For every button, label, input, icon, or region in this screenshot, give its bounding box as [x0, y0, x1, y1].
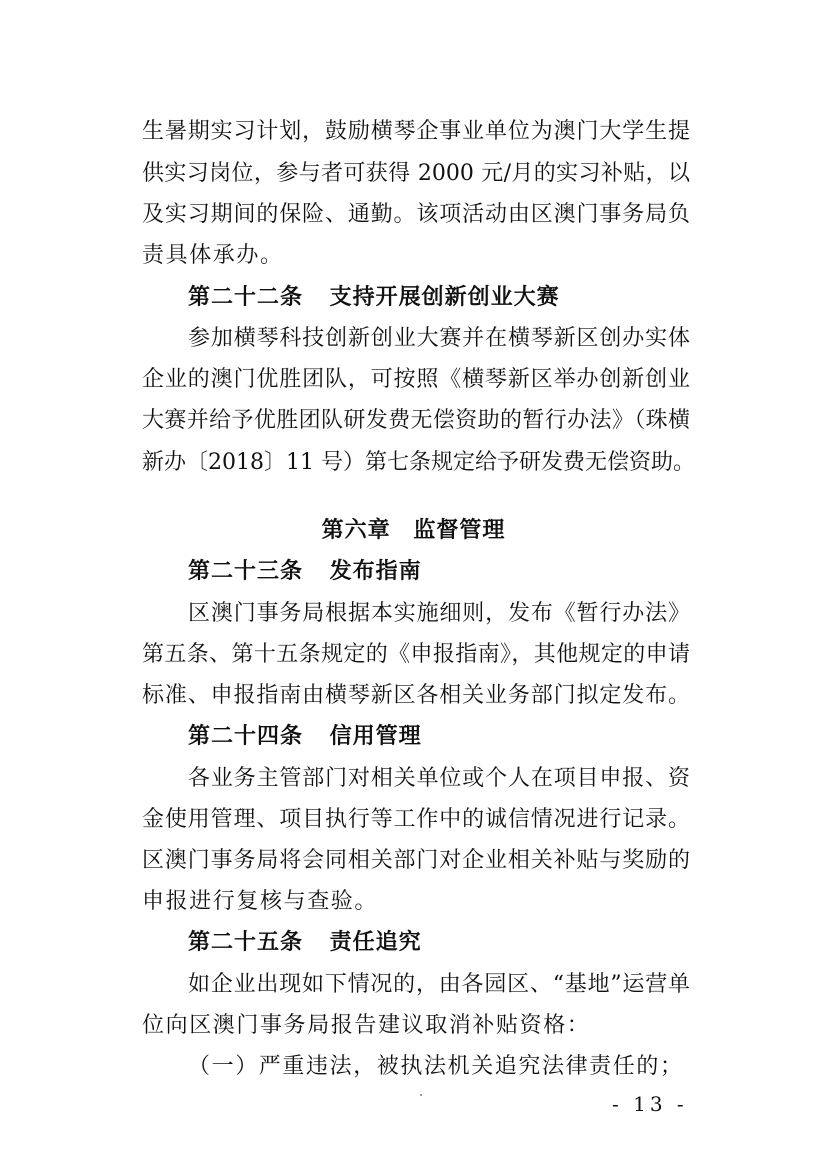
paragraph-line: 参加横琴科技创新创业大赛并在横琴新区创办实体 [188, 326, 690, 351]
paragraph-line: 区澳门事务局根据本实施细则，发布《暂行办法》 [188, 601, 690, 626]
paragraph-line: 及实习期间的保险、通勤。该项活动由区澳门事务局负 [142, 202, 690, 227]
paragraph-line: 各业务主管部门对相关单位或个人在项目申报、资 [188, 766, 690, 791]
paragraph-line: 位向区澳门事务局报告建议取消补贴资格： [142, 1013, 591, 1038]
paragraph-line: 金使用管理、项目执行等工作中的诚信情况进行记录。 [142, 807, 690, 832]
paragraph-line: 如企业出现如下情况的，由各园区、“基地”运营单 [188, 972, 690, 997]
scan-mark [420, 1094, 422, 1096]
list-item: （一）严重违法，被执法机关追究法律责任的； [188, 1054, 684, 1079]
article-24-title: 第二十四条 信用管理 [188, 724, 422, 749]
paragraph-line: 新办〔2018〕11 号）第七条规定给予研发费无偿资助。 [142, 450, 695, 475]
paragraph-line: 责具体承办。 [142, 243, 284, 268]
article-25-title: 第二十五条 责任追究 [188, 930, 422, 955]
paragraph-line: 第五条、第十五条规定的《申报指南》，其他规定的申请 [142, 642, 690, 667]
paragraph-line: 标准、申报指南由横琴新区各相关业务部门拟定发布。 [142, 683, 690, 708]
paragraph-line: 供实习岗位，参与者可获得 2000 元/月的实习补贴，以 [142, 161, 690, 186]
paragraph-line: 生暑期实习计划，鼓励横琴企事业单位为澳门大学生提 [142, 119, 690, 144]
page-number: - 13 - [612, 1092, 688, 1116]
article-23-title: 第二十三条 发布指南 [188, 559, 422, 584]
paragraph-line: 区澳门事务局将会同相关部门对企业相关补贴与奖励的 [142, 848, 690, 873]
chapter-title: 第六章 监督管理 [321, 518, 506, 543]
article-22-title: 第二十二条 支持开展创新创业大赛 [188, 285, 560, 310]
paragraph-line: 企业的澳门优胜团队，可按照《横琴新区举办创新创业 [142, 367, 690, 392]
paragraph-line: 申报进行复核与查验。 [142, 889, 379, 914]
paragraph-line: 大赛并给予优胜团队研发费无偿资助的暂行办法》（珠横 [142, 408, 690, 433]
